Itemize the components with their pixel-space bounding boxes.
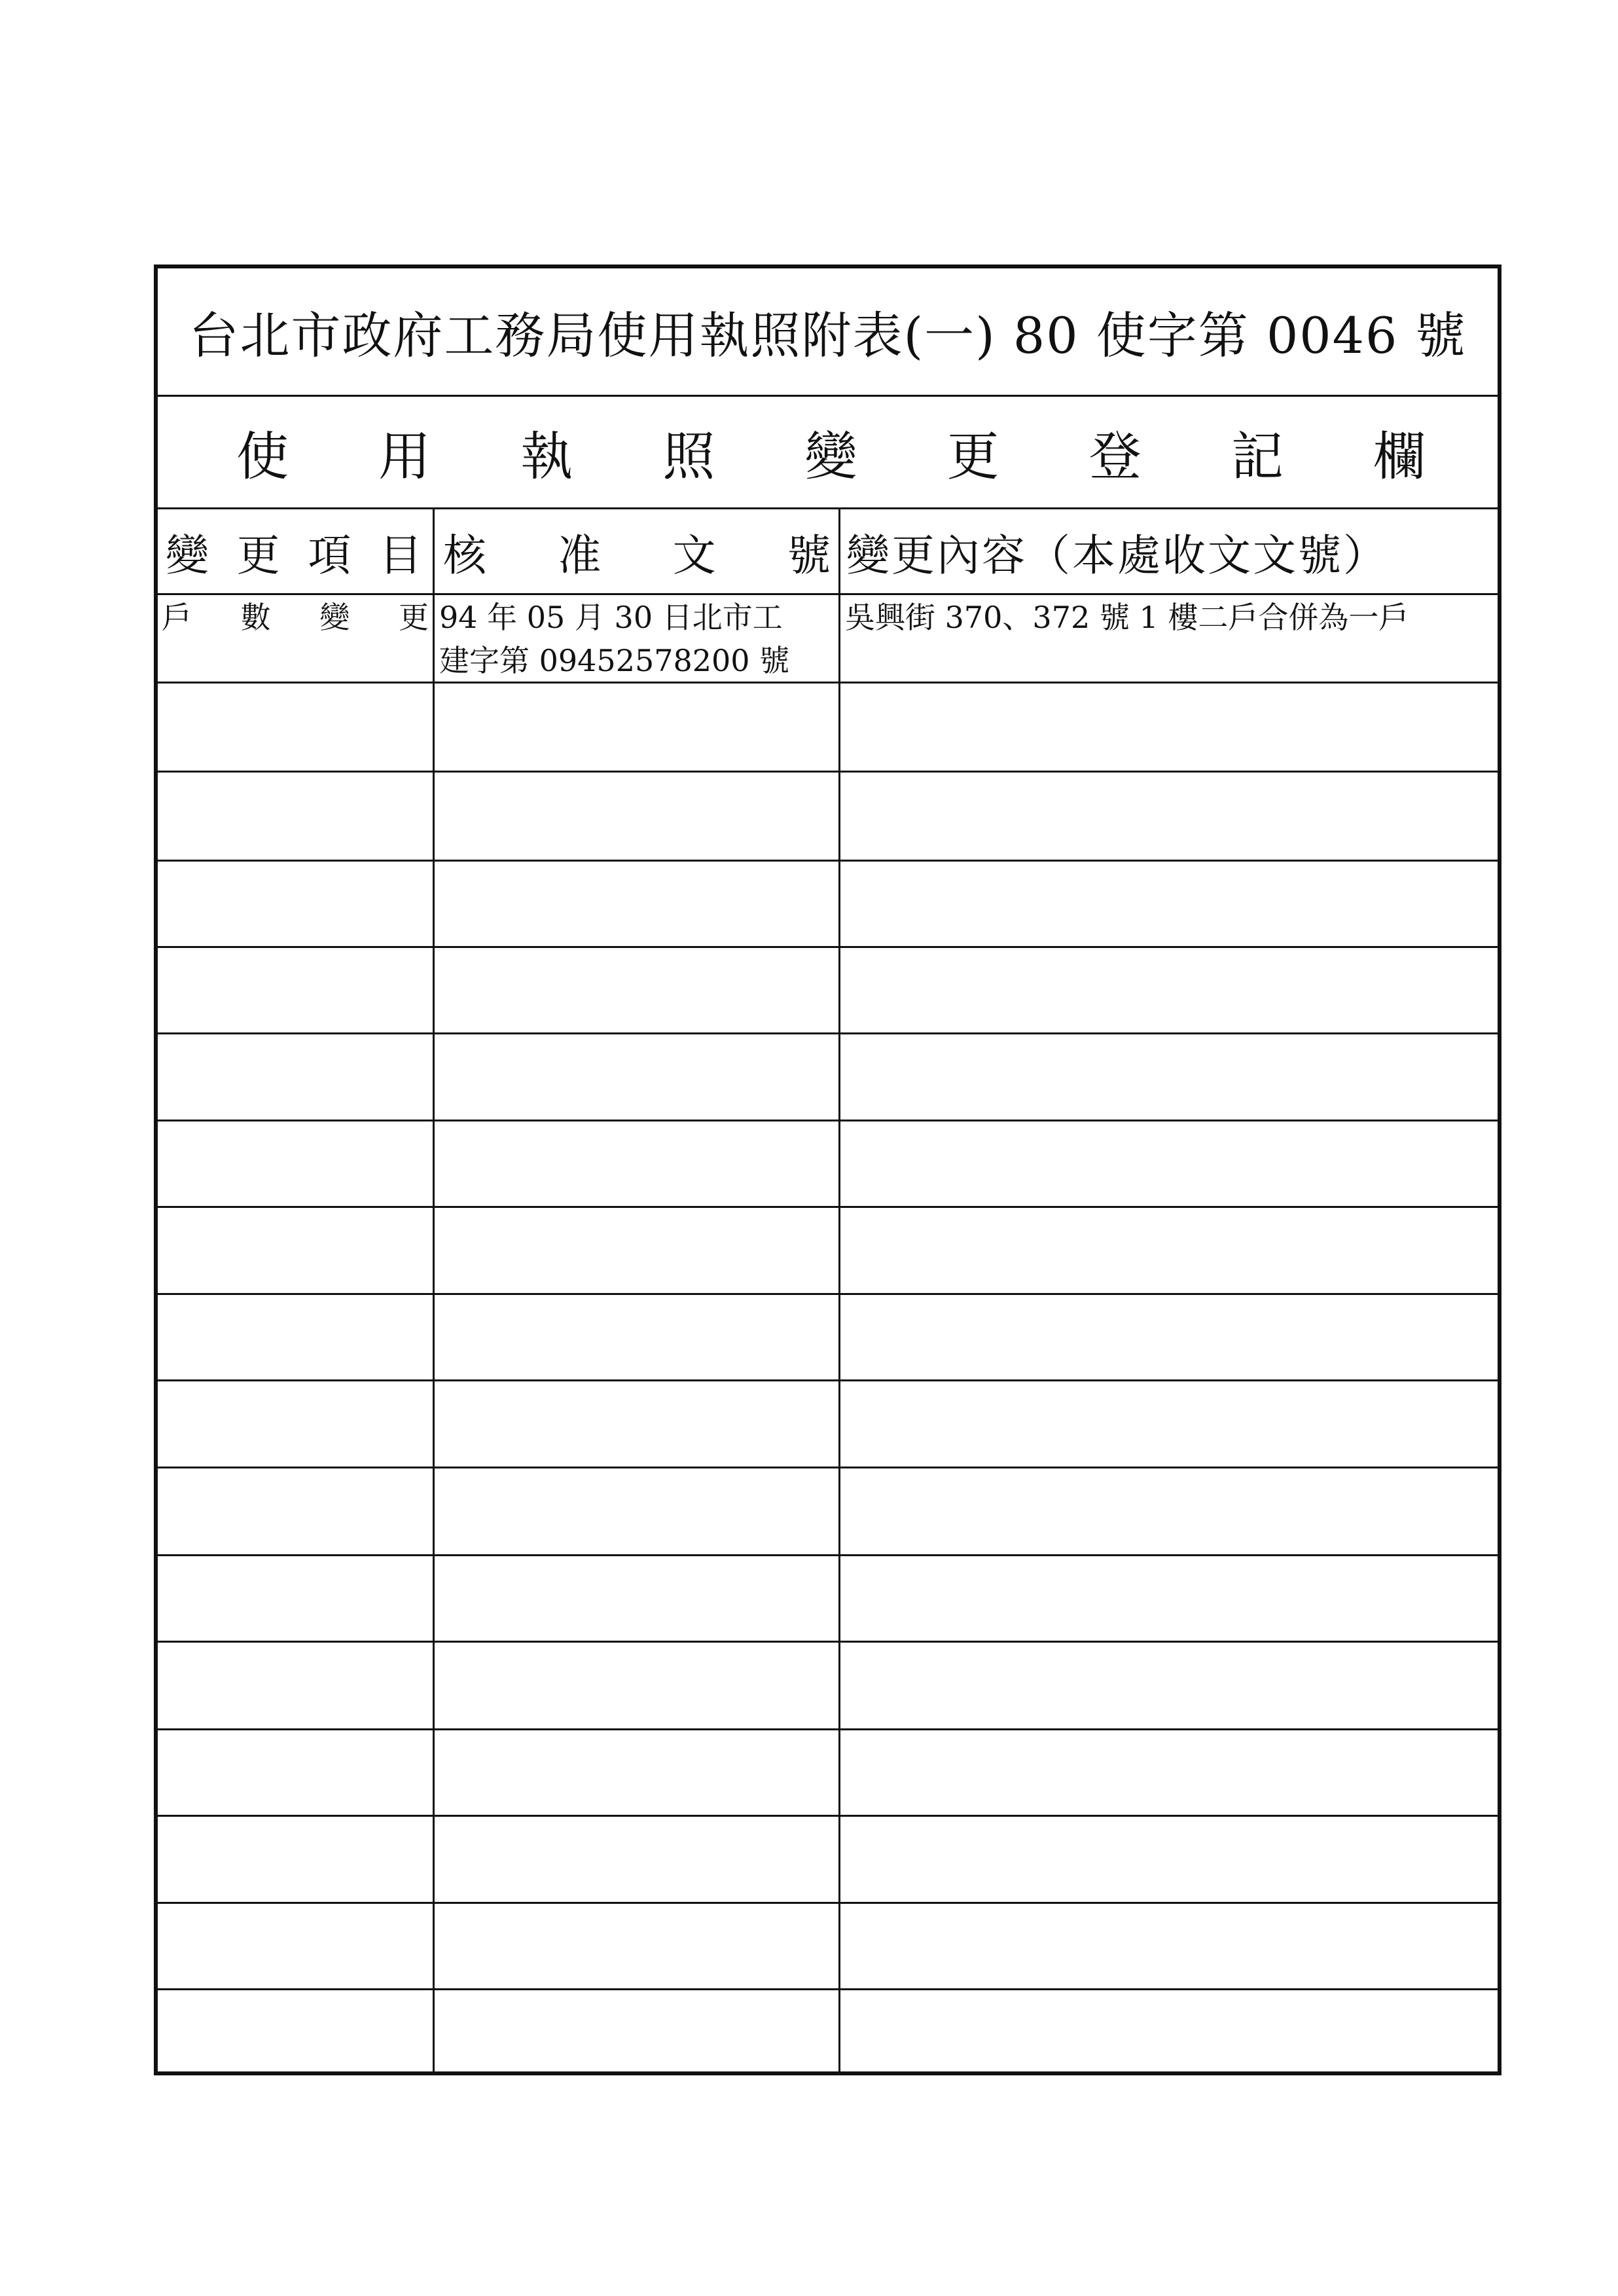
form-title-row (158, 268, 1498, 397)
entry-change-item (162, 596, 429, 639)
row-divider (158, 1467, 1498, 1468)
row-divider (158, 1988, 1498, 1990)
row-divider (158, 682, 1498, 683)
header-char: 文 (672, 530, 716, 581)
row-divider (158, 1902, 1498, 1904)
row-divider (158, 1641, 1498, 1643)
header-char: 變 (166, 530, 209, 581)
column-divider (433, 509, 435, 2071)
row-divider (158, 1032, 1498, 1034)
row-divider (158, 1206, 1498, 1208)
header-char: 項 (308, 530, 351, 581)
header-char: 號 (787, 530, 831, 581)
entry-char: 戶 (162, 600, 192, 635)
subtitle-char: 照 (662, 426, 715, 487)
row-divider (158, 860, 1498, 862)
subtitle-char: 記 (1231, 426, 1284, 487)
entry-approval-number (439, 596, 836, 682)
header-char: 目 (378, 530, 422, 581)
subtitle-char: 變 (804, 426, 857, 487)
subtitle-char: 更 (946, 426, 999, 487)
header-char: 准 (558, 530, 602, 581)
entry-char: 更 (398, 600, 429, 635)
column-divider (838, 509, 840, 2071)
row-divider (158, 946, 1498, 948)
row-divider (158, 1815, 1498, 1817)
subtitle-char: 執 (520, 426, 573, 487)
row-divider (158, 593, 1498, 595)
entry-approval-line: 建字第 09452578200 號 (439, 643, 790, 678)
entry-char: 變 (319, 600, 350, 635)
subtitle-char: 登 (1088, 426, 1142, 487)
row-divider (158, 1120, 1498, 1121)
header-char: 更 (236, 530, 280, 581)
subtitle-char: 使 (236, 426, 289, 487)
entry-approval-line: 94 年 05 月 30 日北市工 (439, 600, 783, 635)
subtitle-char: 欄 (1373, 426, 1426, 487)
row-divider (158, 1379, 1498, 1381)
subtitle-char: 用 (378, 426, 431, 487)
header-item (163, 509, 425, 593)
entry-char: 數 (240, 600, 271, 635)
row-divider (158, 1554, 1498, 1556)
change-table (158, 509, 1498, 2071)
entry-change-content: 吳興街 370、372 號 1 樓二戶合併為一戶 (845, 600, 1409, 635)
row-divider (158, 1293, 1498, 1295)
header-approval-number (440, 509, 833, 593)
row-divider (158, 1728, 1498, 1730)
form-title: 台北市政府工務局使用執照附表(一) 80 使字第 0046 號 (189, 306, 1467, 365)
registration-form (154, 264, 1501, 2075)
header-char: 核 (443, 530, 486, 581)
form-subtitle-row (158, 397, 1498, 509)
row-divider (158, 771, 1498, 773)
header-change-content: 變更內容（本處收文文號） (846, 530, 1388, 581)
